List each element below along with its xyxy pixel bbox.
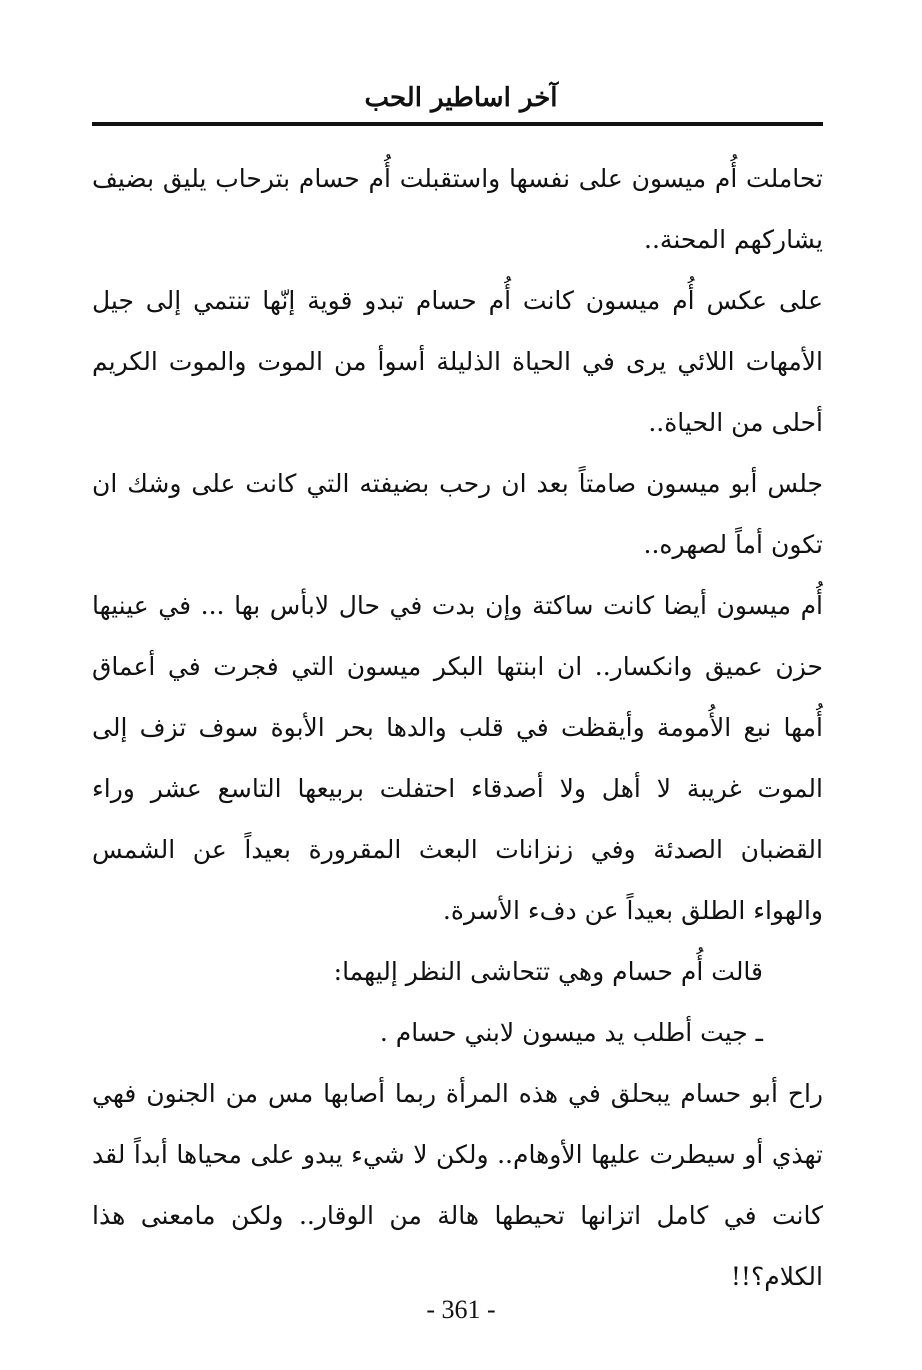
page-number: - 361 - <box>426 1295 496 1324</box>
dialogue-line: ـ جيت أطلب يد ميسون لابني حسام . <box>379 1018 763 1047</box>
paragraph: أُم ميسون أيضا كانت ساكتة وإن بدت في حال لابأس بها ... في عينيها حزن عميق وانكسار.. ان ابنتها البكر ميسون التي فجرت في أعماق أُمها نبع الأُمومة وأيقظت في قلب والدها بحر الأبوة سوف تزف إلى الموت غريبة لا أهل ولا أصدقاء احتفلت بربيعها التاسع عشر وراء القضبان الصدئة وفي زنزانات البعث المقرورة بعيداً عن الشمس والهواء الطلق بعيداً عن دفء الأسرة. <box>92 591 823 925</box>
paragraph: تحاملت أُم ميسون على نفسها واستقبلت أُم حسام بترحاب يليق بضيف يشاركهم المحنة.. <box>92 164 823 254</box>
body-text <box>92 148 823 1307</box>
paragraph: جلس أبو ميسون صامتاً بعد ان رحب بضيفته التي كانت على وشك ان تكون أماً لصهره.. <box>92 469 823 559</box>
header-divider <box>92 122 823 126</box>
paragraph: راح أبو حسام يبحلق في هذه المرأة ربما أصابها مس من الجنون فهي تهذي أو سيطرت عليها الأوهام.. ولكن لا شيء يبدو على محياها أبداً لقد كانت في كامل اتزانها تحيطها هالة من الوقار.. ولكن مامعنى هذا الكلام؟!! <box>92 1079 823 1291</box>
paragraph: على عكس أُم ميسون كانت أُم حسام تبدو قوية إنّها تنتمي إلى جيل الأمهات اللائي يرى في الحياة الذليلة أسوأ من الموت والموت الكريم أحلى من الحياة.. <box>92 286 823 437</box>
dialogue-line: قالت أُم حسام وهي تتحاشى النظر إليهما: <box>333 957 763 986</box>
running-header-title: آخر اساطير الحب <box>364 83 558 113</box>
